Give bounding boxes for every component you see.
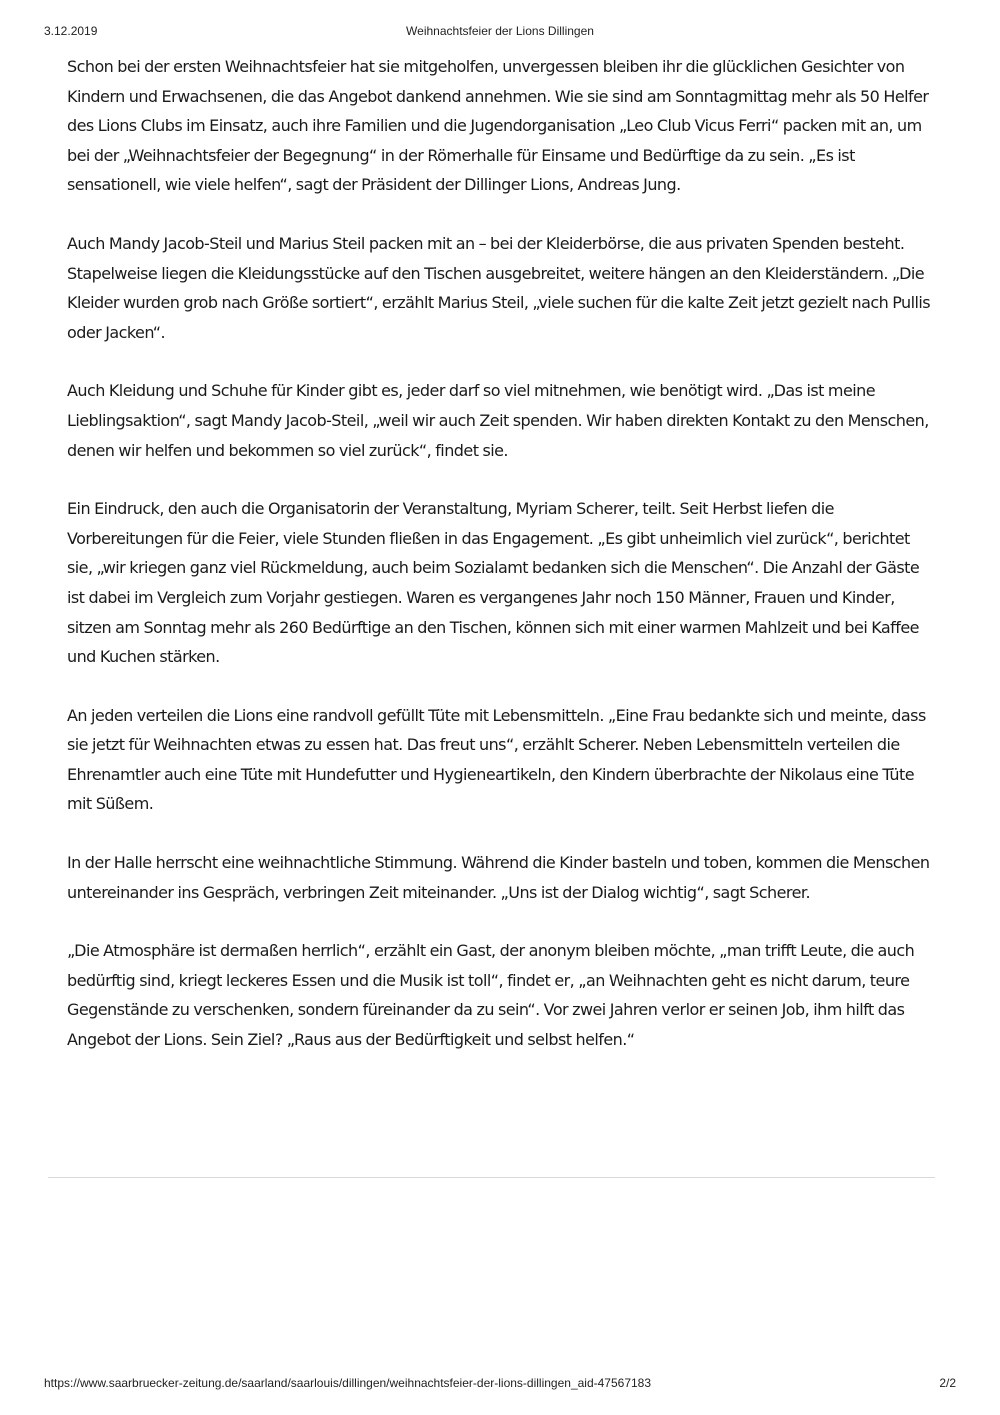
article-paragraph: In der Halle herrscht eine weihnachtliche Stimmung. Während die Kinder basteln und toben, kommen die Menschen untereinander ins Gespräch, verbringen Zeit miteinander. „Uns ist der Dialog wichtig“, sagt Scherer. [67,853,930,902]
print-date: 3.12.2019 [44,24,98,38]
article-paragraph: Auch Kleidung und Schuhe für Kinder gibt es, jeder darf so viel mitnehmen, wie benötigt wird. „Das ist meine Lieblingsaktion“, sagt Mandy Jacob-Steil, „weil wir auch Zeit spenden. Wir haben direkten Kontakt zu den Menschen, denen wir helfen und bekommen so viel zurück“, findet sie. [67,381,929,460]
article-paragraph: Schon bei der ersten Weihnachtsfeier hat sie mitgeholfen, unvergessen bleiben ihr die glücklichen Gesichter von Kindern und Erwachsenen, die das Angebot dankend annehmen. Wie sie sind am Sonntagmittag mehr als 50 Helfer des Lions Clubs im Einsatz, auch ihre Familien und die Jugendorganisation „Leo Club Vicus Ferri“ packen mit an, um bei der „Weihnachtsfeier der Begegnung“ in der Römerhalle für Einsame und Bedürftige da zu sein. „Es ist sensationell, wie viele helfen“, sagt der Präsident der Dillinger Lions, Andreas Jung. [67,57,929,195]
print-footer-url: https://www.saarbruecker-zeitung.de/saarland/saarlouis/dillingen/weihnachtsfeier-der-lions-dillingen_aid-47567183 [44,1376,652,1390]
article-paragraph: Auch Mandy Jacob-Steil und Marius Steil packen mit an – bei der Kleiderbörse, die aus privaten Spenden besteht. Stapelweise liegen die Kleidungsstücke auf den Tischen ausgebreitet, weitere hängen an den Kleiderständern. „Die Kleider wurden grob nach Größe sortiert“, erzählt Marius Steil, „viele suchen für die kalte Zeit jetzt gezielt nach Pullis oder Jacken“. [67,233,931,342]
print-header-title: Weihnachtsfeier der Lions Dillingen [406,24,594,38]
article-body [67,52,937,1084]
article-paragraph: An jeden verteilen die Lions eine randvoll gefüllt Tüte mit Lebensmitteln. „Eine Frau bedankte sich und meinte, dass sie jetzt für Weihnachten etwas zu essen hat. Das freut uns“, erzählt Scherer. Neben Lebensmitteln verteilen die Ehrenamtler auch eine Tüte mit Hundefutter und Hygieneartikeln, den Kindern überbrachte der Nikolaus eine Tüte mit Süßem. [67,705,926,814]
article-paragraph: Ein Eindruck, den auch die Organisatorin der Veranstaltung, Myriam Scherer, teilt. Seit Herbst liefen die Vorbereitungen für die Feier, viele Stunden fließen in das Engagement. „Es gibt unheimlich viel zurück“, berichtet sie, „wir kriegen ganz viel Rückmeldung, auch beim Sozialamt bedanken sich die Menschen“. Die Anzahl der Gäste ist dabei im Vergleich zum Vorjahr gestiegen. Waren es vergangenes Jahr noch 150 Männer, Frauen und Kinder, sitzen am Sonntag mehr als 260 Bedürftige an den Tischen, können sich mit einer warmen Mahlzeit und bei Kaffee und Kuchen stärken. [67,499,920,667]
article-paragraph: „Die Atmosphäre ist dermaßen herrlich“, erzählt ein Gast, der anonym bleiben möchte, „man trifft Leute, die auch bedürftig sind, kriegt leckeres Essen und die Musik ist toll“, findet er, „an Weihnachten geht es nicht darum, teure Gegenstände zu verschenken, sondern füreinander da zu sein“. Vor zwei Jahren verlor er seinen Job, ihm hilft das Angebot der Lions. Sein Ziel? „Raus aus der Bedürftigkeit und selbst helfen.“ [67,941,915,1050]
page-number: 2/2 [939,1376,956,1390]
content-divider [48,1177,935,1178]
